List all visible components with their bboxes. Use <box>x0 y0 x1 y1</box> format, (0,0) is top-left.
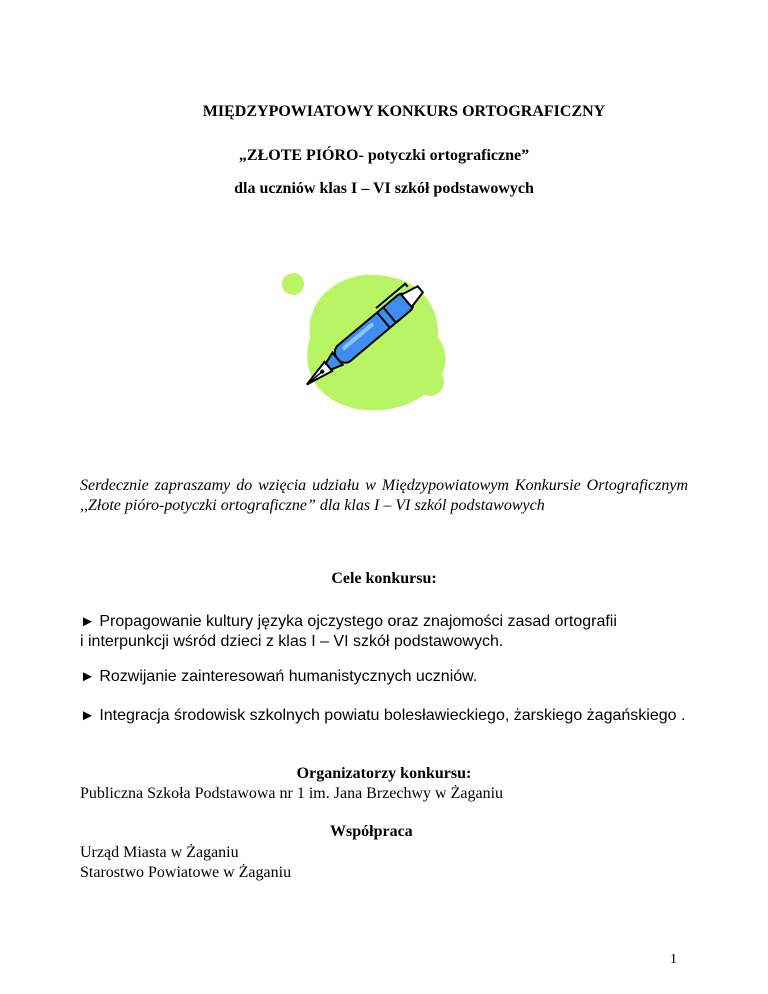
goal-item <box>80 706 688 726</box>
document-title: MIĘDZYPOWIATOWY KONKURS ORTOGRAFICZNY <box>202 103 606 120</box>
goals-heading: Cele konkursu: <box>331 570 437 587</box>
bullet-icon: ► <box>80 707 95 724</box>
bullet-icon: ► <box>80 613 95 630</box>
cooperation-item: Urząd Miasta w Żaganiu <box>80 844 239 861</box>
goal-text: Integracja środowisk szkolnych powiatu bolesławieckiego, żarskiego żagańskiego . <box>99 707 686 724</box>
bullet-icon: ► <box>80 668 95 685</box>
cooperation-heading: Współpraca <box>330 823 413 840</box>
organizer-name: Publiczna Szkoła Podstawowa nr 1 im. Jana Brzechwy w Żaganiu <box>80 785 504 802</box>
goal-item <box>80 612 700 652</box>
goal-text-continued: i interpunkcji wśród dzieci z klas I – VI szkół podstawowych. <box>80 633 504 650</box>
goal-text: Propagowanie kultury języka ojczystego oraz znajomości zasad ortografii <box>99 613 617 630</box>
contest-name: „ZŁOTE PIÓRO- potyczki ortograficzne” <box>238 147 530 164</box>
page-number: 1 <box>670 952 677 967</box>
cooperation-item: Starostwo Powiatowe w Żaganiu <box>80 864 292 881</box>
pen-clipart <box>280 262 450 422</box>
blob-right-dot <box>416 368 444 396</box>
goal-text: Rozwijanie zainteresowań humanistycznych uczniów. <box>99 668 478 685</box>
invitation-text: Serdecznie zapraszamy do wzięcia udziału w Międzypowiatowym Konkursie Ortograficznym ,,Złote pióro-potyczki ortograficzne” dla klas I – VI szkól podstawowych <box>80 477 688 514</box>
contest-audience: dla uczniów klas I – VI szkół podstawowych <box>234 180 534 197</box>
goal-item <box>80 668 700 686</box>
fountain-pen-icon <box>280 262 450 422</box>
blob-small-dot <box>282 273 304 295</box>
cooperation-list <box>80 843 291 883</box>
organizers-heading: Organizatorzy konkursu: <box>296 765 472 782</box>
